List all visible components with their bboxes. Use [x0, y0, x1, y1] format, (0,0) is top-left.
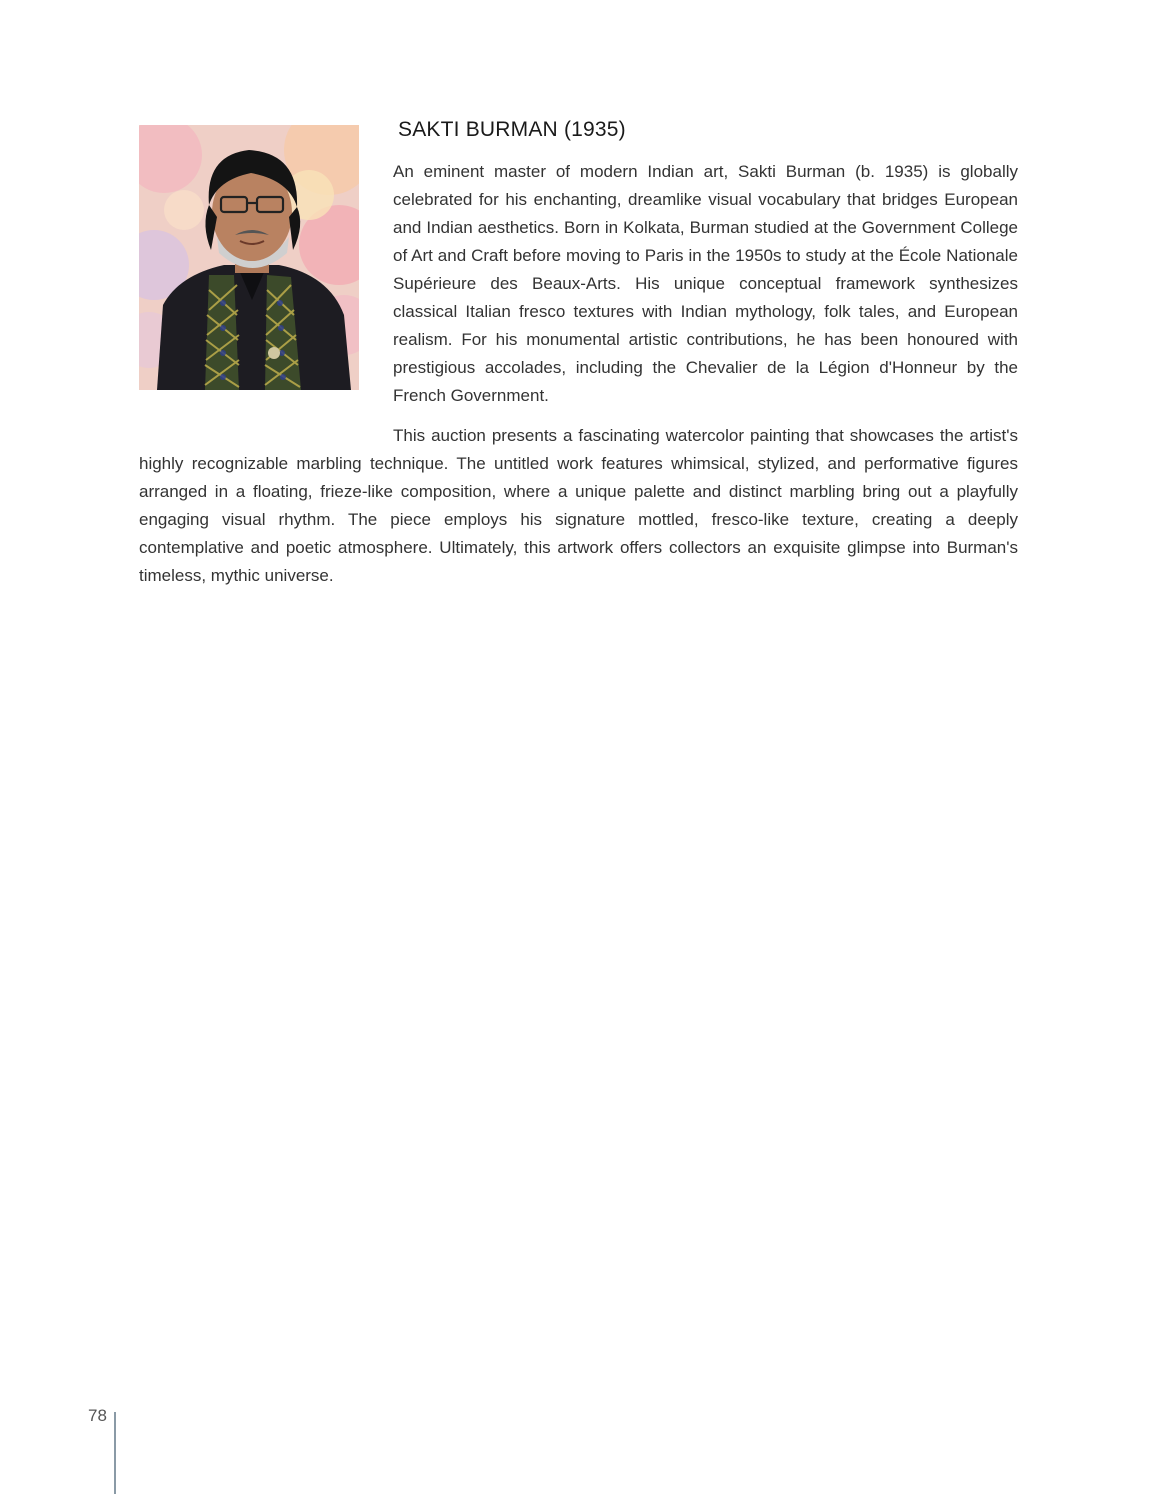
footer-divider: [114, 1412, 116, 1494]
lot-description: This auction presents a fascinating watercolor painting that showcases the artist's highly recognizable marbling technique. The untitled work features whimsical, stylized, and performative figures arranged in a floating, frieze-like composition, where a unique palette and distinct marbling bring out a playfully engaging visual rhythm. The piece employs his signature mottled, fresco-like texture, creating a deeply contemplative and poetic atmosphere. Ultimately, this artwork offers collectors an exquisite glimpse into Burman's timeless, mythic universe.: [139, 426, 1018, 585]
artist-biography: An eminent master of modern Indian art, Sakti Burman (b. 1935) is globally celebrated for his enchanting, dreamlike visual vocabulary that bridges European and Indian aesthetics. Born in Kolkata, Burman studied at the Government College of Art and Craft before moving to Paris in the 1950s to study at the École Nationale Supérieure des Beaux-Arts. His unique conceptual framework synthesizes classical Italian fresco textures with Indian mythology, folk tales, and European realism. For his monumental artistic contributions, he has been honoured with prestigious accolades, including the Chevalier de la Légion d'Honneur by the French Government.: [393, 162, 1018, 405]
artist-heading: SAKTI BURMAN (1935): [398, 118, 626, 141]
artist-portrait: [139, 125, 359, 390]
page-number: 78: [88, 1406, 107, 1425]
